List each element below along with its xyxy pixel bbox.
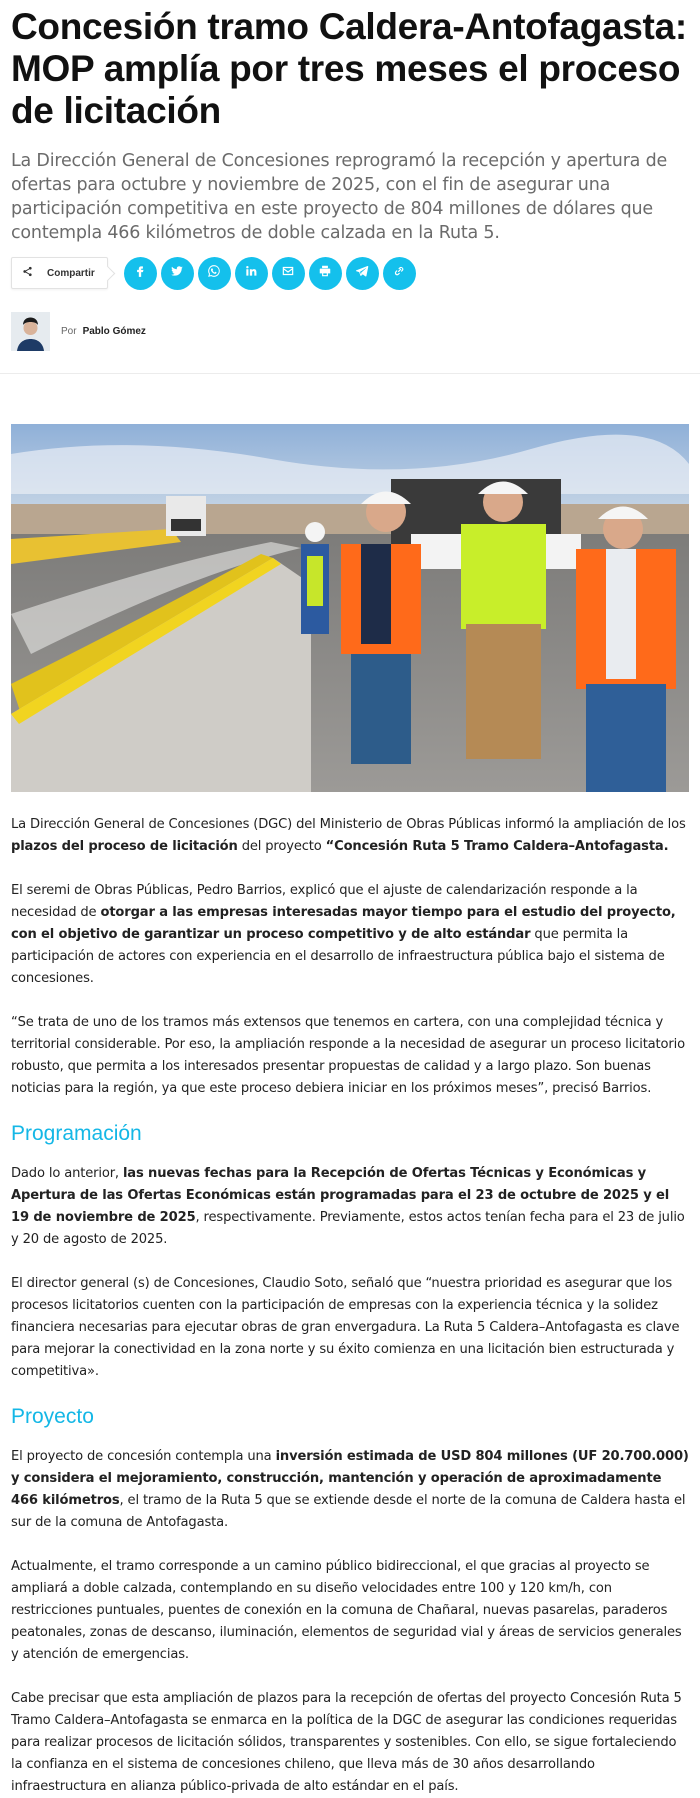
share-button[interactable] [11, 257, 108, 289]
heading-programacion: Programación [11, 1122, 142, 1145]
whatsapp-icon [207, 264, 221, 283]
email-icon [281, 264, 295, 283]
article-subtitle: La Dirección General de Concesiones reprogramó la recepción y apertura de ofertas para octubre y noviembre de 2025, con el fin de asegurar una participación competitiva en este proyecto de 804 millones de dólares que contempla 466 kilómetros de doble calzada en la Ruta 5. [11, 151, 668, 243]
linkedin-icon [244, 264, 258, 283]
paragraph-4: Dado lo anterior, las nuevas fechas para la Recepción de Ofertas Técnicas y Económicas y Apertura de las Ofertas Económicas están programadas para el 23 de octubre de 2025 y el 19 de noviembre de 2025, respectivamente. Previamente, estos actos tenían fecha para el 23 de julio y 20 de agosto de 2025. [11, 1166, 685, 1247]
twitter-icon [170, 264, 184, 283]
print-button[interactable] [309, 257, 342, 290]
paragraph-1: La Dirección General de Concesiones (DGC) del Ministerio de Obras Públicas informó la ampliación de los plazos del proceso de licitación del proyecto “Concesión Ruta 5 Tramo Caldera–Antofagasta. [11, 817, 686, 854]
paragraph-7: Actualmente, el tramo corresponde a un camino público bidireccional, el que gracias al proyecto se ampliará a doble calzada, contemplando en su diseño velocidades entre 100 y 120 km/h, con restricciones puntuales, puentes de conexión en la comuna de Chañaral, nuevas pasarelas, paraderos peatonales, zonas de descanso, iluminación, elementos de seguridad vial y áreas de servicios generales y atención de emergencias. [11, 1559, 682, 1662]
paragraph-2: El seremi de Obras Públicas, Pedro Barrios, explicó que el ajuste de calendarización responde a la necesidad de otorgar a las empresas interesadas mayor tiempo para el estudio del proyecto, con el objetivo de garantizar un proceso competitivo y de alto estándar que permita la participación de actores con experiencia en el desarrollo de infraestructura pública bajo el sistema de concesiones. [11, 883, 676, 986]
print-icon [318, 264, 332, 283]
copy-link-button[interactable] [383, 257, 416, 290]
telegram-button[interactable] [346, 257, 379, 290]
article-body [0, 814, 700, 1798]
linkedin-button[interactable] [235, 257, 268, 290]
paragraph-6: El proyecto de concesión contempla una inversión estimada de USD 804 millones (UF 20.700.000) y considera el mejoramiento, construcción, mantención y operación de aproximadamente 466 kilómetros, el tramo de la Ruta 5 que se extiende desde el norte de la comuna de Caldera hasta el sur de la comuna de Antofagasta. [11, 1449, 689, 1530]
hero-photo [11, 424, 689, 792]
author-prefix: Por [61, 325, 77, 337]
heading-proyecto: Proyecto [11, 1405, 94, 1428]
share-bar [11, 255, 689, 291]
facebook-button[interactable] [124, 257, 157, 290]
link-icon [392, 264, 406, 283]
paragraph-5: El director general (s) de Concesiones, Claudio Soto, señaló que “nuestra prioridad es asegurar que los procesos licitatorios cuenten con la participación de empresas con la experiencia técnica y la solidez financiera necesarias para ejecutar obras de gran envergadura. La Ruta 5 Caldera–Antofagasta es clave para mejorar la conectividad en la zona norte y su éxito comienza en una licitación bien estructurada y competitiva». [11, 1276, 680, 1379]
telegram-icon [355, 264, 369, 283]
share-icon [22, 264, 33, 282]
facebook-icon [133, 264, 147, 283]
author-byline [11, 311, 689, 351]
twitter-button[interactable] [161, 257, 194, 290]
header-divider [0, 373, 700, 374]
author-name[interactable]: Pablo Gómez [82, 325, 146, 337]
paragraph-8: Cabe precisar que esta ampliación de plazos para la recepción de ofertas del proyecto Concesión Ruta 5 Tramo Caldera–Antofagasta se enmarca en la política de la DGC de asegurar las condiciones requeridas para realizar procesos de licitación sólidos, transparentes y sostenibles. Con ello, se sigue fortaleciendo la confianza en el sistema de concesiones chileno, que lleva más de 30 años desarrollando infraestructura en alianza público-privada de alto estándar en el país. [11, 1691, 682, 1794]
article-title: Concesión tramo Caldera-Antofagasta: MOP amplía por tres meses el proceso de licitación [11, 6, 687, 131]
avatar[interactable] [11, 312, 50, 351]
paragraph-3: “Se trata de uno de los tramos más extensos que tenemos en cartera, con una complejidad técnica y territorial considerable. Por eso, la ampliación responde a la necesidad de asegurar un proceso licitatorio robusto, que permita a los interesados presentar propuestas de calidad y a largo plazo. Son buenas noticias para la región, ya que este proceso debiera iniciar en los próximos meses”, precisó Barrios. [11, 1015, 685, 1096]
whatsapp-button[interactable] [198, 257, 231, 290]
email-button[interactable] [272, 257, 305, 290]
share-label: Compartir [47, 267, 95, 279]
